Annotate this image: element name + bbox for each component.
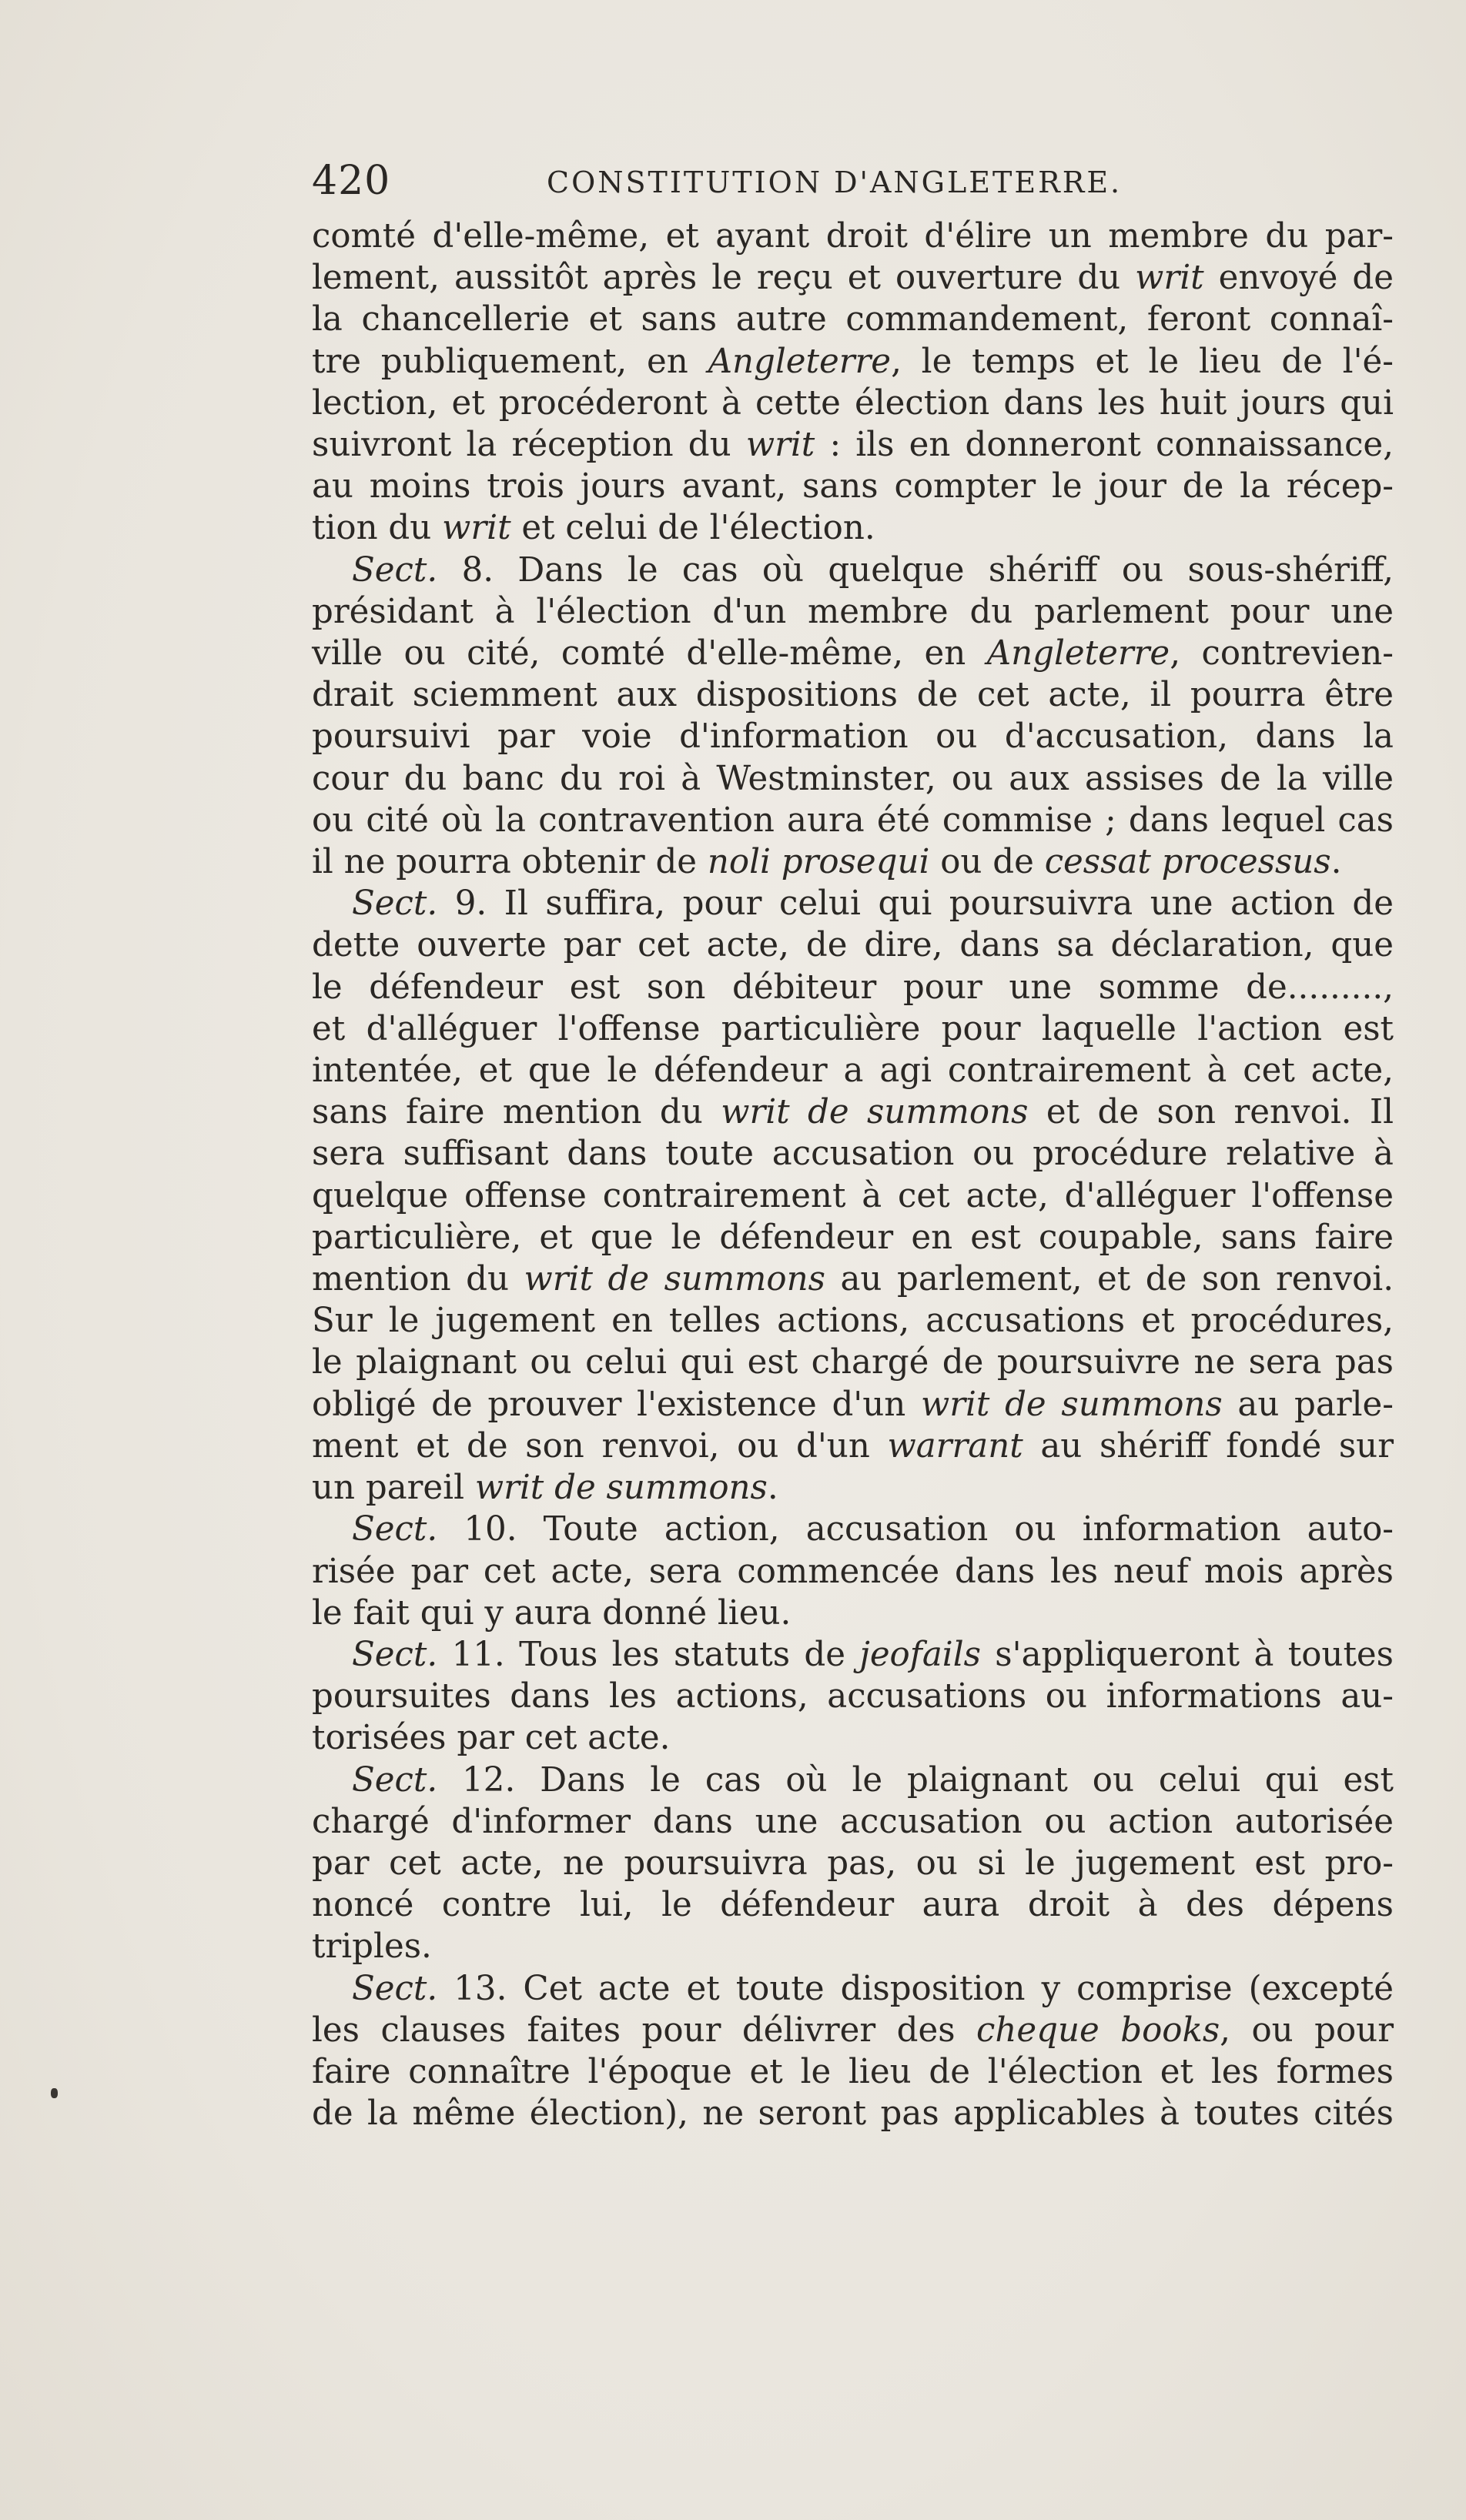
text-line xyxy=(312,1760,1394,1801)
text-line xyxy=(312,1467,1394,1509)
paragraph xyxy=(312,1760,1394,1968)
text-run: le fait qui y aura donné lieu. xyxy=(312,1593,792,1633)
text-run: s'appliqueront à toutes xyxy=(980,1635,1394,1674)
text-run: particulière, et que le défendeur en est coupable, sans faire xyxy=(312,1218,1394,1257)
text-run: noncé contre lui, le défendeur aura droit à des dépens xyxy=(312,1886,1394,1925)
italic-run: writ de summons xyxy=(474,1469,768,1508)
italic-run: jeofails xyxy=(859,1635,981,1674)
text-run: risée par cet acte, sera commencée dans les neuf mois après xyxy=(312,1552,1394,1591)
text-line xyxy=(312,967,1394,1008)
paragraph xyxy=(312,216,1394,550)
text-line xyxy=(312,800,1394,841)
paragraph xyxy=(312,1634,1394,1760)
text-run: : ils en donneront connaissance, xyxy=(815,426,1394,465)
text-run: faire connaître l'époque et le lieu de l'élection et les formes xyxy=(312,2052,1394,2091)
text-run: comté d'elle-même, et ayant droit d'élire un membre du par- xyxy=(312,217,1394,256)
text-line xyxy=(312,2051,1394,2093)
text-run: et de son renvoi. Il xyxy=(1028,1093,1394,1132)
text-line xyxy=(312,716,1394,757)
text-run: au parle- xyxy=(1222,1385,1394,1424)
text-run: lection, et procéderont à cette élection dans les huit jours qui xyxy=(312,383,1394,423)
text-line xyxy=(312,1801,1394,1843)
italic-run: writ xyxy=(745,426,815,465)
text-run: la chancellerie et sans autre commandement, feront connaî- xyxy=(312,300,1394,339)
text-run: poursuivi par voie d'information ou d'accusation, dans la xyxy=(312,717,1394,757)
text-line xyxy=(312,1551,1394,1593)
text-run: par cet acte, ne poursuivra pas, ou si le jugement est pro- xyxy=(312,1843,1394,1883)
text-line xyxy=(312,2010,1394,2051)
text-run: il ne pourra obtenir de xyxy=(312,843,708,882)
text-line xyxy=(312,1217,1394,1258)
text-run: tion du xyxy=(312,509,443,548)
text-run: ou cité où la contravention aura été commise ; dans lequel cas xyxy=(312,800,1394,840)
text-line xyxy=(312,1884,1394,1926)
italic-run: Sect. xyxy=(352,1510,438,1549)
text-run: 11. Tous les statuts de xyxy=(437,1635,860,1674)
italic-run: Angleterre xyxy=(986,634,1170,673)
text-run: présidant à l'élection d'un membre du parlement pour une xyxy=(312,592,1394,631)
text-line xyxy=(312,466,1394,507)
italic-run: Angleterre xyxy=(708,342,892,381)
italic-run: cessat processus xyxy=(1044,843,1331,882)
text-run: au shériff fondé sur xyxy=(1023,1426,1394,1466)
text-run: et d'alléguer l'offense particulière pour laquelle l'action est xyxy=(312,1009,1394,1048)
text-run: les clauses faites pour délivrer des xyxy=(312,2010,977,2050)
text-line xyxy=(312,591,1394,633)
text-line xyxy=(312,924,1394,966)
italic-run: Sect. xyxy=(352,1969,438,2008)
text-line xyxy=(312,758,1394,800)
text-line xyxy=(312,1968,1394,2010)
italic-run: writ de summons xyxy=(524,1260,825,1299)
text-line xyxy=(312,633,1394,674)
text-run: et celui de l'élection. xyxy=(510,509,875,548)
paragraph xyxy=(312,1509,1394,1634)
italic-run: Sect. xyxy=(352,1760,438,1800)
text-run: sera suffisant dans toute accusation ou procédure relative à xyxy=(312,1135,1394,1174)
italic-run: Sect. xyxy=(352,884,438,924)
text-run: chargé d'informer dans une accusation ou action autorisée xyxy=(312,1802,1394,1841)
text-line xyxy=(312,1509,1394,1550)
text-run: ville ou cité, comté d'elle-même, en xyxy=(312,634,987,673)
text-run: 13. Cet acte et toute disposition y comprise (excepté xyxy=(437,1969,1394,2008)
italic-run: noli prosequi xyxy=(707,843,930,882)
text-run: suivront la réception du xyxy=(312,426,746,465)
text-line xyxy=(312,1843,1394,1884)
paragraph xyxy=(312,883,1394,1509)
text-line xyxy=(312,216,1394,257)
italic-run: writ xyxy=(1135,259,1204,298)
text-line xyxy=(312,883,1394,924)
text-line xyxy=(312,1133,1394,1175)
text-line xyxy=(312,1050,1394,1091)
ink-speck xyxy=(51,2088,58,2098)
text-run: , contrevien- xyxy=(1170,634,1394,673)
text-run: 8. Dans le cas où quelque shériff ou sous-shériff, xyxy=(437,550,1394,590)
text-line xyxy=(312,1676,1394,1717)
italic-run: writ xyxy=(442,509,511,548)
page-number: 420 xyxy=(312,158,391,204)
italic-run: cheque books xyxy=(976,2010,1220,2050)
text-run: . xyxy=(767,1469,778,1508)
running-title: CONSTITUTION D'ANGLETERRE. xyxy=(547,165,1123,199)
text-run: cour du banc du roi à Westminster, ou aux assises de la ville xyxy=(312,759,1394,798)
text-run: ment et de son renvoi, ou d'un xyxy=(312,1426,888,1466)
paragraph xyxy=(312,550,1394,884)
text-run: intentée, et que le défendeur a agi contrairement à cet acte, xyxy=(312,1051,1394,1091)
text-line xyxy=(312,1425,1394,1467)
text-line xyxy=(312,674,1394,716)
italic-run: Sect. xyxy=(352,550,438,590)
text-line xyxy=(312,424,1394,466)
text-run: au moins trois jours avant, sans compter le jour de la récep- xyxy=(312,467,1394,506)
italic-run: warrant xyxy=(887,1426,1023,1466)
text-run: , ou pour xyxy=(1220,2010,1394,2050)
text-run: un pareil xyxy=(312,1469,475,1508)
text-run: triples. xyxy=(312,1927,432,1967)
text-run: le défendeur est son débiteur pour une somme de........., xyxy=(312,968,1394,1007)
text-line xyxy=(312,1091,1394,1133)
text-run: obligé de prouver l'existence d'un xyxy=(312,1385,921,1424)
text-run: dette ouverte par cet acte, de dire, dans sa déclaration, que xyxy=(312,926,1394,965)
text-line xyxy=(312,1008,1394,1050)
paragraph xyxy=(312,1968,1394,2135)
text-run: lement, aussitôt après le reçu et ouverture du xyxy=(312,259,1136,298)
italic-run: writ de summons xyxy=(721,1093,1029,1132)
text-line xyxy=(312,257,1394,299)
text-run: sans faire mention du xyxy=(312,1093,721,1132)
text-run: au parlement, et de son renvoi. xyxy=(825,1260,1394,1299)
text-line xyxy=(312,1717,1394,1759)
text-run: , le temps et le lieu de l'é- xyxy=(891,342,1394,381)
text-run: drait sciemment aux dispositions de cet acte, il pourra être xyxy=(312,676,1394,715)
text-line xyxy=(312,1342,1394,1383)
text-run: quelque offense contrairement à cet acte, d'alléguer l'offense xyxy=(312,1176,1394,1215)
body-text xyxy=(312,216,1394,2134)
text-run: . xyxy=(1330,843,1342,882)
text-run: 12. Dans le cas où le plaignant ou celui qui est xyxy=(437,1760,1394,1800)
text-line xyxy=(312,507,1394,549)
italic-run: writ de summons xyxy=(920,1385,1223,1424)
italic-run: Sect. xyxy=(352,1635,438,1674)
text-run: poursuites dans les actions, accusations ou informations au- xyxy=(312,1677,1394,1716)
text-run: ou de xyxy=(929,843,1045,882)
text-line xyxy=(312,2093,1394,2134)
text-line xyxy=(312,1300,1394,1342)
text-run: Sur le jugement en telles actions, accusations et procédures, xyxy=(312,1302,1394,1341)
text-line xyxy=(312,1926,1394,1967)
text-run: de la même élection), ne seront pas applicables à toutes cités xyxy=(312,2094,1394,2134)
text-line xyxy=(312,1175,1394,1217)
text-line xyxy=(312,341,1394,383)
text-line xyxy=(312,1258,1394,1300)
text-line xyxy=(312,1384,1394,1425)
text-line xyxy=(312,841,1394,883)
text-run: tre publiquement, en xyxy=(312,342,708,381)
text-run: le plaignant ou celui qui est chargé de poursuivre ne sera pas xyxy=(312,1343,1394,1382)
text-line xyxy=(312,299,1394,340)
text-line xyxy=(312,1593,1394,1634)
text-run: 9. Il suffira, pour celui qui poursuivra une action de xyxy=(437,884,1394,924)
text-line xyxy=(312,550,1394,591)
text-run: envoyé de xyxy=(1203,259,1394,298)
text-run: 10. Toute action, accusation ou information auto- xyxy=(437,1510,1394,1549)
page-header xyxy=(312,158,1143,212)
text-line xyxy=(312,1634,1394,1676)
text-run: mention du xyxy=(312,1260,524,1299)
text-run: torisées par cet acte. xyxy=(312,1719,671,1758)
text-line xyxy=(312,383,1394,424)
